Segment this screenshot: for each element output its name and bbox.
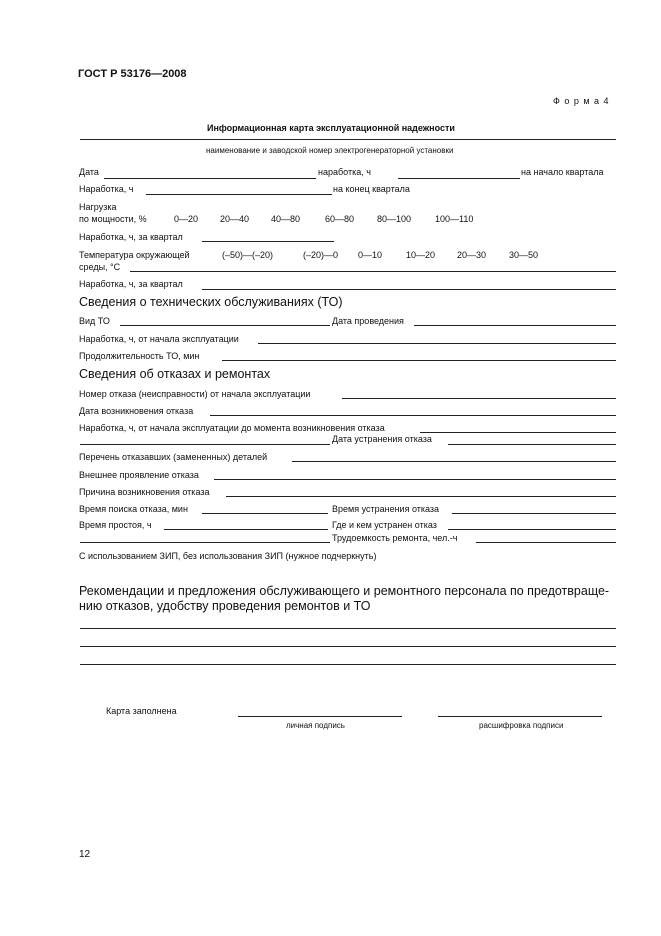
maintenance-runtime-label: Наработка, ч, от начала эксплуатации bbox=[79, 334, 239, 344]
temp-range: (–50)—(–20) bbox=[222, 250, 274, 260]
recommendations-field-2[interactable] bbox=[80, 646, 616, 647]
runtime-quarter-label: Наработка, ч, за квартал bbox=[79, 232, 183, 242]
load-range: 20—40 bbox=[220, 214, 250, 224]
external-field[interactable] bbox=[214, 479, 616, 480]
labor-field[interactable] bbox=[476, 542, 616, 543]
maintenance-date-field[interactable] bbox=[414, 325, 616, 326]
load-range: 40—80 bbox=[271, 214, 301, 224]
cause-field[interactable] bbox=[226, 496, 616, 497]
recommendations-field-3[interactable] bbox=[80, 664, 616, 665]
runtime-quarter-label-2: Наработка, ч, за квартал bbox=[79, 279, 183, 289]
temp-label-2: среды, °С bbox=[79, 262, 121, 272]
external-label: Внешнее проявление отказа bbox=[79, 470, 199, 480]
load-label-2: по мощности, % bbox=[79, 214, 147, 224]
load-range: 0—20 bbox=[174, 214, 199, 224]
maintenance-duration-label: Продолжительность ТО, мин bbox=[79, 351, 200, 361]
failures-heading: Сведения об отказах и ремонтах bbox=[79, 367, 271, 381]
signature-decoding-caption: расшифровка подписи bbox=[479, 721, 564, 730]
recommendations-line-2: нию отказов, удобству проведения ремонтов и ТО bbox=[79, 599, 371, 613]
page-number: 12 bbox=[79, 849, 91, 860]
personal-signature-field[interactable] bbox=[238, 716, 402, 717]
temp-range: 10—20 bbox=[406, 250, 436, 260]
installation-caption: наименование и заводской номер электрогенераторной установки bbox=[206, 146, 454, 155]
fix-time-field[interactable] bbox=[452, 513, 616, 514]
quarter-end-label: на конец квартала bbox=[333, 184, 410, 194]
search-time-label: Время поиска отказа, мин bbox=[79, 504, 188, 514]
search-time-field[interactable] bbox=[202, 513, 328, 514]
maintenance-heading: Сведения о технических обслуживаниях (ТО) bbox=[79, 295, 343, 309]
parts-label: Перечень отказавших (замененных) деталей bbox=[79, 452, 268, 462]
date-field[interactable] bbox=[104, 178, 316, 179]
temp-range: 0—10 bbox=[358, 250, 383, 260]
fix-time-label: Время устранения отказа bbox=[332, 504, 440, 514]
where-fixed-label: Где и кем устранен отказ bbox=[332, 520, 437, 530]
maintenance-date-label: Дата проведения bbox=[332, 316, 404, 326]
recommendations-line-1: Рекомендации и предложения обслуживающего и ремонтного персонала по предотвраще- bbox=[79, 584, 610, 598]
standard-number: ГОСТ Р 53176—2008 bbox=[78, 68, 187, 80]
maintenance-runtime-field[interactable] bbox=[258, 343, 616, 344]
labor-label: Трудоемкость ремонта, чел.-ч bbox=[332, 533, 458, 543]
runtime-quarter-field[interactable] bbox=[202, 241, 334, 242]
temp-label-1: Температура окружающей bbox=[79, 250, 190, 260]
cause-label: Причина возникновения отказа bbox=[79, 487, 210, 497]
load-range: 100—110 bbox=[435, 214, 474, 224]
maintenance-type-field[interactable] bbox=[120, 325, 330, 326]
signature-decoding-field[interactable] bbox=[438, 716, 602, 717]
failure-number-label: Номер отказа (неисправности) от начала эксплуатации bbox=[79, 389, 311, 399]
runtime-to-failure-label: Наработка, ч, от начала эксплуатации до момента возникновения отказа bbox=[79, 423, 385, 433]
runtime-to-failure-field[interactable] bbox=[420, 432, 616, 433]
load-label-1: Нагрузка bbox=[79, 202, 117, 212]
load-range: 60—80 bbox=[325, 214, 355, 224]
where-fixed-field[interactable] bbox=[448, 529, 616, 530]
failure-fix-date-label: Дата устранения отказа bbox=[332, 434, 432, 444]
load-range: 80—100 bbox=[377, 214, 412, 224]
quarter-start-label: на начало квартала bbox=[521, 167, 604, 177]
runtime-label: наработка, ч bbox=[318, 167, 371, 177]
recommendations-field-1[interactable] bbox=[80, 628, 616, 629]
downtime-field[interactable] bbox=[164, 529, 328, 530]
runtime-start-field[interactable] bbox=[398, 178, 520, 179]
runtime-quarter-field-2[interactable] bbox=[202, 289, 616, 290]
installation-name-line[interactable] bbox=[80, 139, 616, 140]
failure-fix-date-field[interactable] bbox=[448, 444, 616, 445]
temp-range: (–20)—0 bbox=[303, 250, 339, 260]
date-label: Дата bbox=[79, 167, 99, 177]
failure-date-label: Дата возникновения отказа bbox=[79, 406, 194, 416]
personal-signature-caption: личная подпись bbox=[286, 721, 345, 730]
spare-parts-label: С использованием ЗИП, без использования ЗИП (нужное подчеркнуть) bbox=[79, 551, 377, 561]
runtime-end-field[interactable] bbox=[146, 194, 332, 195]
temp-line bbox=[130, 271, 616, 272]
failure-number-field[interactable] bbox=[342, 398, 616, 399]
failure-date-field[interactable] bbox=[210, 415, 616, 416]
maintenance-duration-field[interactable] bbox=[222, 360, 616, 361]
form-title: Информационная карта эксплуатационной надежности bbox=[207, 123, 455, 133]
parts-field[interactable] bbox=[292, 461, 616, 462]
labor-field-left[interactable] bbox=[80, 542, 330, 543]
form-number: Ф о р м а 4 bbox=[553, 96, 610, 106]
runtime-to-failure-field-2[interactable] bbox=[80, 444, 330, 445]
downtime-label: Время простоя, ч bbox=[79, 520, 152, 530]
temp-range: 20—30 bbox=[457, 250, 487, 260]
temp-range: 30—50 bbox=[509, 250, 539, 260]
filled-by-label: Карта заполнена bbox=[106, 706, 177, 716]
maintenance-type-label: Вид ТО bbox=[79, 316, 110, 326]
runtime-label-2: Наработка, ч bbox=[79, 184, 134, 194]
